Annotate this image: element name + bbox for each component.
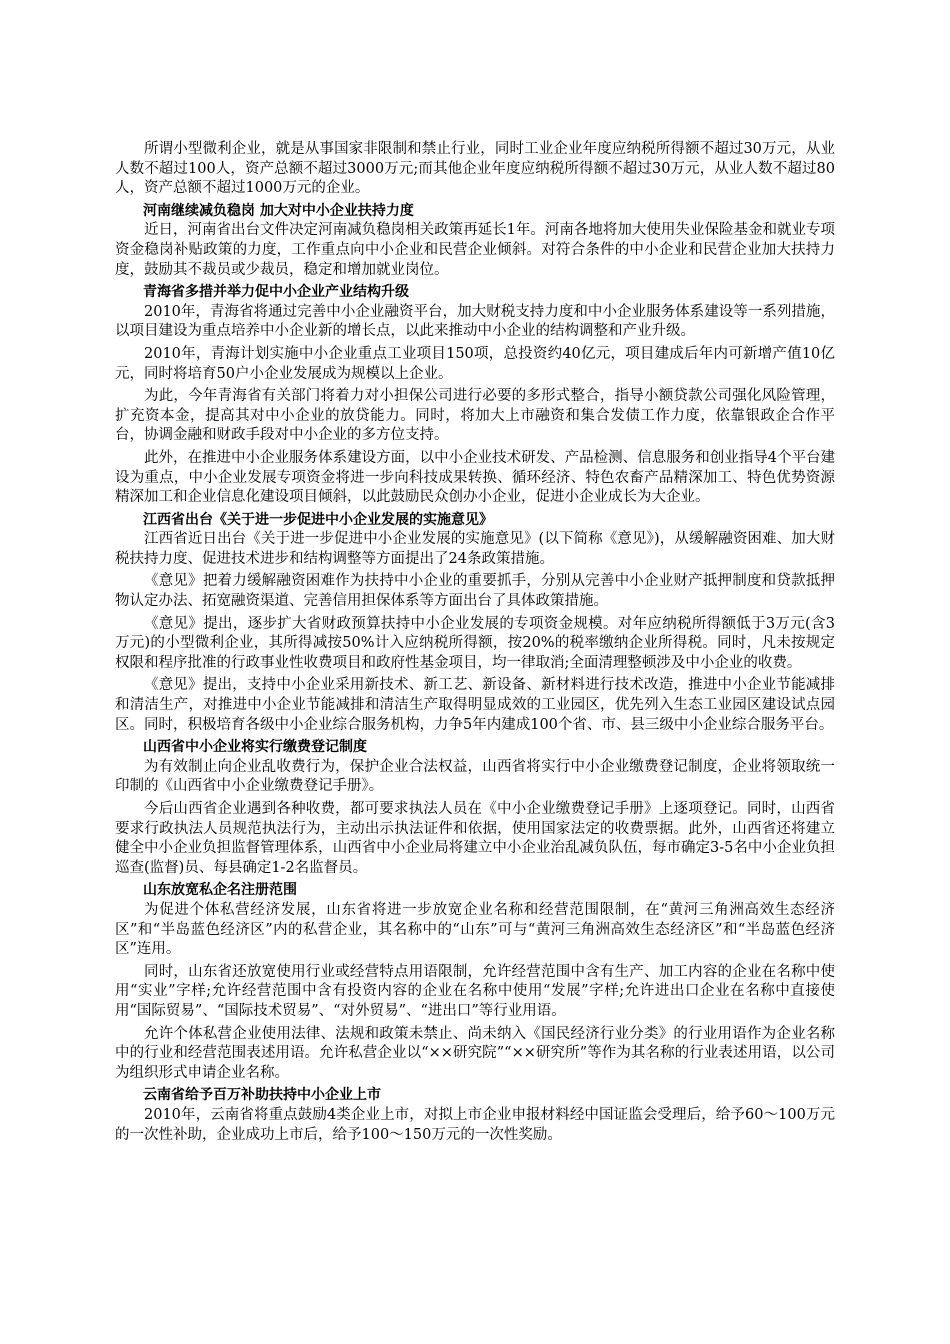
section-heading: 山西省中小企业将实行缴费登记制度: [143, 739, 367, 756]
paragraph: 2010年，青海省将通过完善中小企业融资平台，加大财税支持力度和中小企业服务体系建设等一系列措施，以项目建设为重点培养中小企业新的增长点，以此来推动中小企业的结构调整和产业升级。: [115, 303, 835, 340]
section-yunnan: [115, 1086, 835, 1145]
paragraph: 今后山西省企业遇到各种收费，都可要求执法人员在《中小企业缴费登记手册》上逐项登记。同时，山西省要求行政执法人员规范执法行为，主动出示执法证件和依据，使用国家法定的收费票据。此外，山西省还将建立健全中小企业负担监督管理体系，山西省中小企业局将建立中小企业治乱减负队伍，每市确定3-5名中小企业负担巡查(监督)员、每县确定1-2名监督员。: [115, 801, 835, 876]
section-henan: [115, 202, 835, 280]
paragraph: 《意见》提出，逐步扩大省财政预算扶持中小企业发展的专项资金规模。对年应纳税所得额低于3万元(含3万元)的小型微利企业，其所得减按50%计入应纳税所得额，按20%的税率缴纳企业所得税。同时，凡未按规定权限和程序批准的行政事业性收费项目和政府性基金项目，均一律取消;全面清理整顿涉及中小企业的收费。: [115, 615, 835, 671]
section-qinghai: [115, 283, 835, 508]
paragraph: 为有效制止向企业乱收费行为，保护企业合法权益，山西省将实行中小企业缴费登记制度，企业将领取统一印制的《山西省中小企业缴费登记手册》。: [115, 758, 835, 795]
section-shandong: [115, 881, 835, 1083]
section-heading: 江西省出台《关于进一步促进中小企业发展的实施意见》: [143, 511, 493, 528]
document-page: [115, 140, 835, 1148]
section-shanxi: [115, 738, 835, 878]
paragraph: 2010年，云南省将重点鼓励4类企业上市，对拟上市企业申报材料经中国证监会受理后，给予60～100万元的一次性补助，企业成功上市后，给予100～150万元的一次性奖励。: [115, 1106, 835, 1143]
paragraph: 《意见》把着力缓解融资困难作为扶持中小企业的重要抓手，分别从完善中小企业财产抵押制度和贷款抵押物认定办法、拓宽融资渠道、完善信用担保体系等方面出台了具体政策措施。: [115, 573, 835, 610]
section-definition: [115, 140, 835, 199]
section-heading: 山东放宽私企名注册范围: [143, 882, 297, 899]
paragraph: 所谓小型微利企业，就是从事国家非限制和禁止行业，同时工业企业年度应纳税所得额不超过30万元，从业人数不超过100人，资产总额不超过3000万元;而其他企业年度应纳税所得额不超过30万元，从业人数不超过80人，资产总额不超过1000万元的企业。: [115, 141, 835, 197]
section-heading: 青海省多措并举力促中小企业产业结构升级: [143, 284, 409, 301]
paragraph: 近日，河南省出台文件决定河南减负稳岗相关政策再延长1年。河南各地将加大使用失业保险基金和就业专项资金稳岗补贴政策的力度，工作重点向中小企业和民营企业倾斜。对符合条件的中小企业和民营企业加大扶持力度，鼓励其不裁员或少裁员，稳定和增加就业岗位。: [115, 222, 835, 278]
section-heading: 河南继续减负稳岗 加大对中小企业扶持力度: [143, 202, 414, 219]
paragraph: 江西省近日出台《关于进一步促进中小企业发展的实施意见》(以下简称《意见》)，从缓解融资困难、加大财税扶持力度、促进技术进步和结构调整等方面提出了24条政策措施。: [115, 531, 835, 567]
paragraph: 为促进个体私营经济发展，山东省将进一步放宽企业名称和经营范围限制，在“黄河三角洲高效生态经济区”和“半岛蓝色经济区”内的私营企业，其名称中的“山东”可与“黄河三角洲高效生态经济区”和“半岛蓝色经济区”连用。: [115, 901, 835, 958]
paragraph: 《意见》提出，支持中小企业采用新技术、新工艺、新设备、新材料进行技术改造，推进中小企业节能减排和清洁生产，对推进中小企业节能减排和清洁生产取得明显成效的工业园区，优先列入生态工业园区建设试点园区。同时，积极培育各级中小企业综合服务机构，力争5年内建成100个省、市、县三级中小企业综合服务平台。: [115, 677, 835, 733]
section-jiangxi: [115, 511, 835, 736]
paragraph: 为此，今年青海省有关部门将着力对小担保公司进行必要的多形式整合，指导小额贷款公司强化风险管理，扩充资本金，提高其对中小企业的放贷能力。同时，将加大上市融资和集合发债工作力度，依靠银政企合作平台，协调金融和财政手段对中小企业的多方位支持。: [115, 388, 835, 444]
paragraph: 同时，山东省还放宽使用行业或经营特点用语限制，允许经营范围中含有生产、加工内容的企业在名称中使用“实业”字样;允许经营范围中含有投资内容的企业在名称中使用“发展”字样;允许进出口企业在名称中直接使用“国际贸易”、“国际技术贸易”、“对外贸易”、“进出口”等行业用语。: [115, 963, 835, 1019]
paragraph: 2010年，青海计划实施中小企业重点工业项目150项，总投资约40亿元，项目建成后年内可新增产值10亿元，同时将培育50户小企业发展成为规模以上企业。: [115, 345, 835, 382]
paragraph: 此外，在推进中小企业服务体系建设方面，以中小企业技术研发、产品检测、信息服务和创业指导4个平台建设为重点，中小企业发展专项资金将进一步向科技成果转换、循环经济、特色农畜产品精深加工、特色优势资源精深加工和企业信息化建设项目倾斜，以此鼓励民众创办小企业，促进小企业成长为大企业。: [115, 449, 835, 506]
paragraph: 允许个体私营企业使用法律、法规和政策未禁止、尚未纳入《国民经济行业分类》的行业用语作为企业名称中的行业和经营范围表述用语。允许私营企业以“××研究院”“××研究所”等作为其名称的行业表述用语，以公司为组织形式申请企业名称。: [115, 1025, 835, 1081]
section-heading: 云南省给予百万补助扶持中小企业上市: [143, 1087, 381, 1104]
